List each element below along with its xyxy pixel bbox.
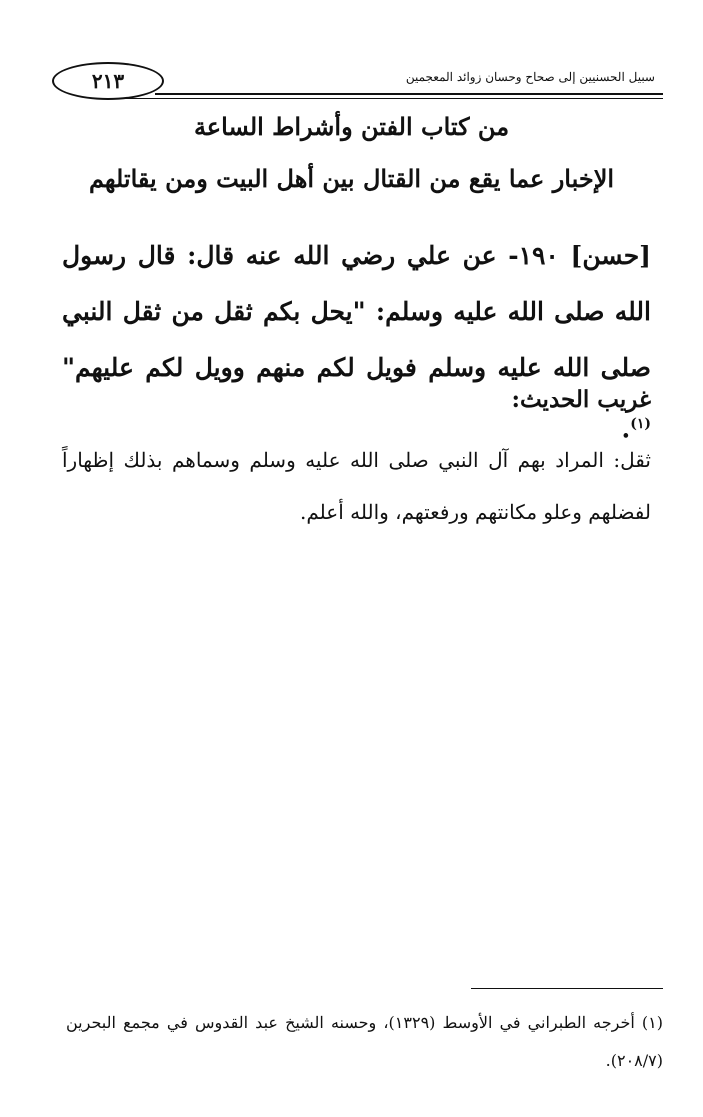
- gharib-heading: غريب الحديث:: [511, 386, 651, 413]
- chapter-title: الإخبار عما يقع من القتال بين أهل البيت ومن يقاتلهم: [88, 164, 615, 193]
- footnote-reference: (١): [630, 416, 651, 432]
- gharib-paragraph: ثقل: المراد بهم آل النبي صلى الله عليه وسلم وسماهم بذلك إظهاراً لفضلهم وعلو مكانتهم ورفعتهم، والله أعلم.: [62, 448, 651, 524]
- hadith-end-punctuation: .: [621, 414, 631, 444]
- book-title: من كتاب الفتن وأشراط الساعة: [193, 112, 510, 141]
- hadith-number: ١٩٠-: [508, 241, 559, 270]
- hadith-text: عن علي رضي الله عنه قال: قال رسول الله صلى الله عليه وسلم: "يحل بكم ثقل من ثقل النبي صلى الله عليه وسلم فويل لكم منهم وويل لكم عليهم": [62, 241, 651, 382]
- header-rule-thin: [120, 98, 663, 99]
- footnote-marker: (١): [641, 1013, 664, 1032]
- running-title: سبيل الحسنيين إلى صحاح وحسان زوائد المعجمين: [405, 70, 655, 84]
- hadith-paragraph: [62, 228, 651, 457]
- footnote: [66, 1004, 663, 1080]
- footnote-text: أخرجه الطبراني في الأوسط (١٣٢٩)، وحسنه الشيخ عبد القدوس في مجمع البحرين (٢٠٨/٧).: [66, 1013, 663, 1070]
- footnote-separator: [471, 988, 663, 989]
- page-number: ٢١٣: [52, 62, 164, 100]
- header-rule: [155, 93, 663, 95]
- hadith-grade: [حسن]: [570, 241, 651, 270]
